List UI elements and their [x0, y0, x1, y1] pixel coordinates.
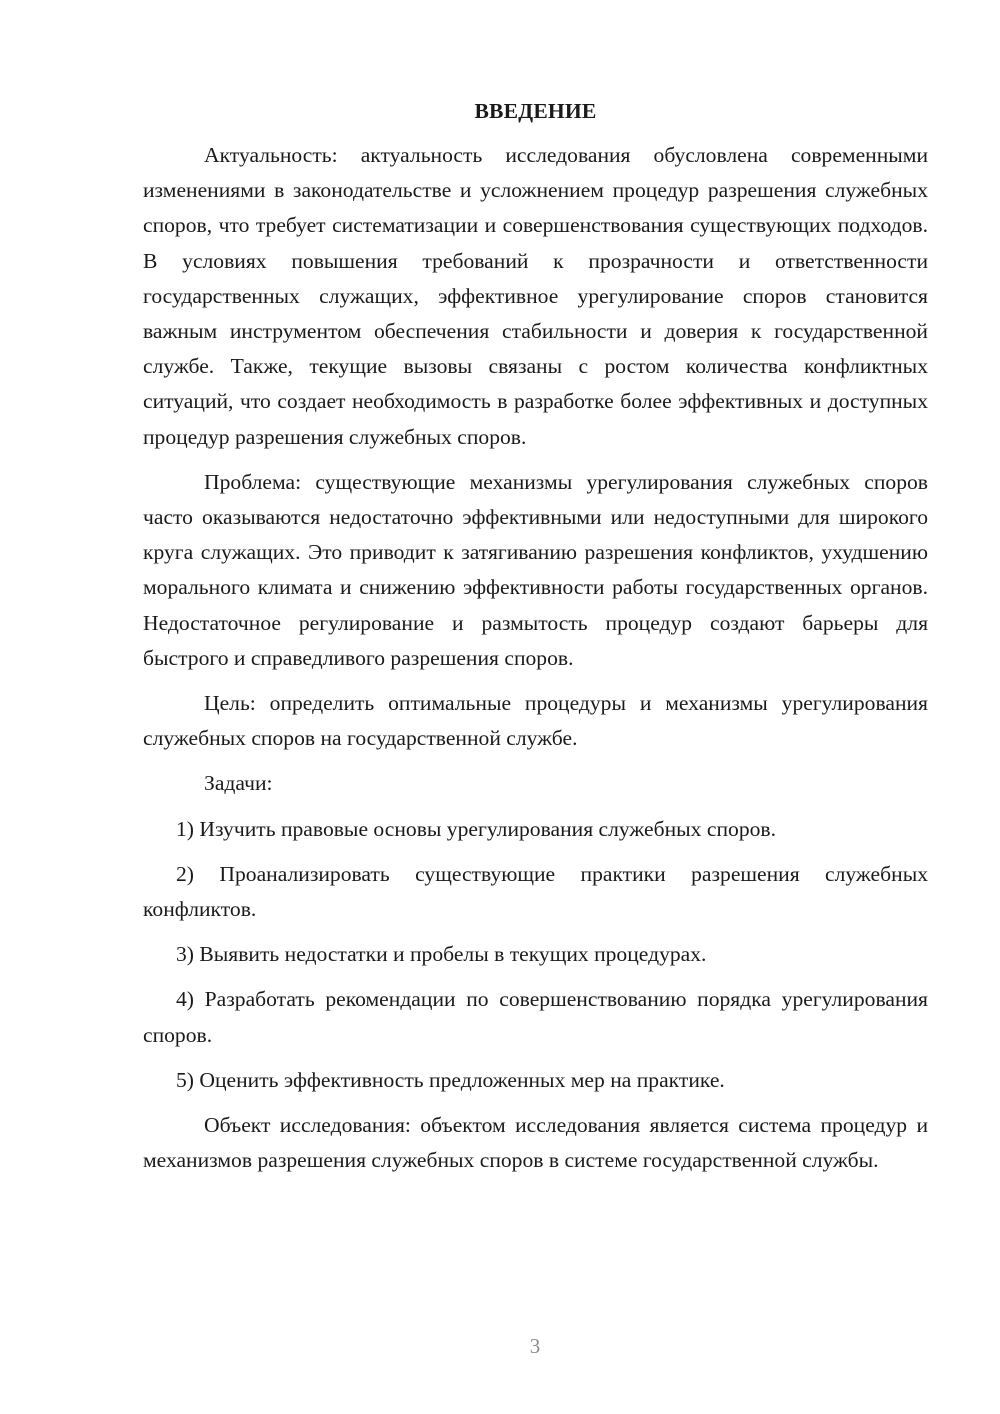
page-content: [143, 96, 928, 1178]
problem-paragraph: Проблема: существующие механизмы урегулирования служебных споров часто оказываются недостаточно эффективными или недоступными для широкого круга служащих. Это приводит к затягиванию разрешения конфликтов, ухудшению морального климата и снижению эффективности работы государственных органов. Недостаточное регулирование и размытость процедур создают барьеры для быстрого и справедливого разрешения споров.: [143, 469, 928, 670]
task-item-4: 4) Разработать рекомендации по совершенствованию порядка урегулирования споров.: [143, 987, 928, 1047]
object-paragraph: Объект исследования: объектом исследования является система процедур и механизмов разрешения служебных споров в системе государственной службы.: [143, 1113, 928, 1173]
page-number: 3: [529, 1334, 541, 1358]
goal-paragraph: Цель: определить оптимальные процедуры и механизмы урегулирования служебных споров на государственной службе.: [143, 691, 928, 751]
task-item-3: 3) Выявить недостатки и пробелы в текущих процедурах.: [176, 942, 707, 967]
relevance-paragraph: Актуальность: актуальность исследования обусловлена современными изменениями в законодательстве и усложнением процедур разрешения служебных споров, что требует систематизации и совершенствования существующих подходов. В условиях повышения требований к прозрачности и ответственности государственных служащих, эффективное урегулирование споров становится важным инструментом обеспечения стабильности и доверия к государственной службе. Также, текущие вызовы связаны с ростом количества конфликтных ситуаций, что создает необходимость в разработке более эффективных и доступных процедур разрешения служебных споров.: [143, 143, 928, 449]
section-heading: ВВЕДЕНИЕ: [474, 99, 597, 123]
task-item-1: 1) Изучить правовые основы урегулирования служебных споров.: [176, 816, 777, 841]
task-item-2: 2) Проанализировать существующие практики разрешения служебных конфликтов.: [143, 861, 928, 922]
tasks-label: Задачи:: [204, 771, 273, 796]
task-item-5: 5) Оценить эффективность предложенных мер на практике.: [176, 1067, 725, 1092]
